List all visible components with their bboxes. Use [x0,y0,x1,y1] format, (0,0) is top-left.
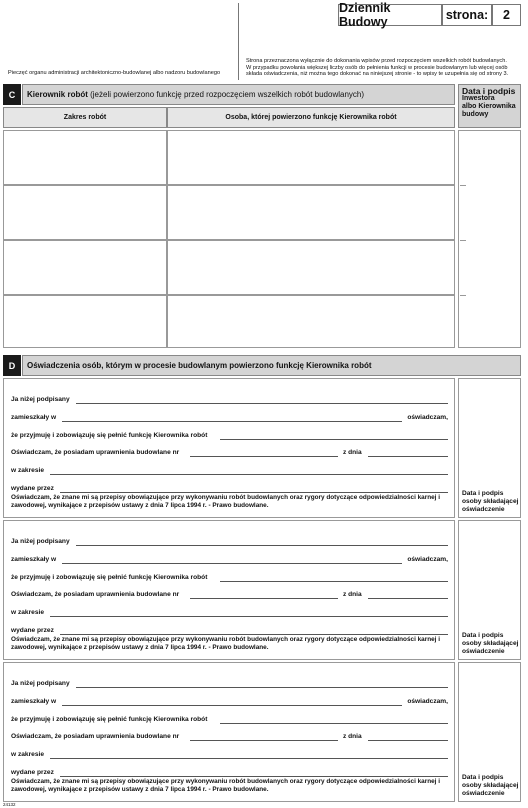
section-c-sign-header: Data i podpis Inwestora albo Kierownika budowy [458,84,521,128]
col-osoba: Osoba, której powierzono funkcję Kierownika robót [167,107,455,128]
decl-3-zamieszkaly-label: zamieszkały w [11,698,57,705]
decl-3-name-field[interactable] [76,687,448,688]
decl-1-wydane-field[interactable] [60,492,448,493]
decl-2-statement: Oświadczam, że znane mi są przepisy obowiązujące przy wykonywaniu robót budowlanych oraz rygory dotyczące odpowiedzialności karnej i zawodowej, wynikające z przepisów ustawy z dnia 7 lipca 1994 r. - Prawo budowlane. [11,636,440,651]
decl-1-date-field[interactable] [368,456,448,457]
signature-cell-3[interactable]: Data i podpis osoby składającej oświadczenie [458,662,521,802]
decl-3-wydane-field[interactable] [60,776,448,777]
decl-1-function-label: że przyjmuję i zobowiązuję się pełnić funkcję Kierownika robót [11,432,208,439]
decl-2-uprawnienia-field[interactable] [190,598,338,599]
c-row-4-osoba[interactable] [167,295,455,348]
decl-1-zakres-field[interactable] [50,474,448,475]
decl-3-uprawnienia-field[interactable] [190,740,338,741]
c-tick-2 [460,240,466,241]
form-code: 24132 [3,802,16,807]
decl-2-address-field[interactable] [62,563,402,564]
decl-1-podpisany-label: Ja niżej podpisany [11,396,70,403]
signature-cell-1[interactable]: Data i podpis osoby składającej oświadczenie [458,378,521,518]
c-row-3-zakres[interactable] [3,240,167,295]
declaration-1 [3,378,455,518]
decl-2-zakres-label: w zakresie [11,609,44,616]
decl-2-zakres-field[interactable] [50,616,448,617]
decl-1-zamieszkaly-label: zamieszkały w [11,414,57,421]
decl-3-podpisany-label: Ja niżej podpisany [11,680,70,687]
decl-2-uprawnienia-label: Oświadczam, że posiadam uprawnienia budowlane nr [11,591,180,598]
decl-2-wydane-field[interactable] [60,634,448,635]
section-c-title-rest: (jeżeli powierzono funkcję przed rozpoczęciem wszelkich robót budowlanych) [87,90,365,99]
decl-3-uprawnienia-label: Oświadczam, że posiadam uprawnienia budowlane nr [11,733,180,740]
section-c-title-bold: Kierownik robót [27,90,88,99]
header-note: Strona przeznaczona wyłącznie do dokonania wpisów przed rozpoczęciem wszelkich robót budowlanych. W przypadku powołania większej liczby osób do pełnienia funkcji w procesie budowlanym lub więcej osób składa oświadczenia, niż można tego dokonać na niniejszej stronie - to wpisy te uzupełnia się od strony 3. [246,58,509,78]
declaration-2 [3,520,455,660]
decl-2-function-label: że przyjmuję i zobowiązuję się pełnić funkcję Kierownika robót [11,574,208,581]
c-row-3-osoba[interactable] [167,240,455,295]
title-box [338,1,442,29]
decl-1-function-field[interactable] [220,439,448,440]
c-row-1-zakres[interactable] [3,130,167,185]
decl-3-wydane-label: wydane przez [11,769,54,776]
col-zakres-robot: Zakres robót [3,107,167,128]
decl-3-z-dnia-label: z dnia [343,733,362,740]
decl-3-date-field[interactable] [368,740,448,741]
decl-1-z-dnia-label: z dnia [343,449,362,456]
decl-2-function-field[interactable] [220,581,448,582]
section-d-title: Oświadczenia osób, którym w procesie budowlanym powierzono funkcję Kierownika robót [22,355,521,376]
decl-3-zakres-label: w zakresie [11,751,44,758]
decl-2-oswiadczam: oświadczam, [407,556,448,563]
c-sign-column[interactable] [458,130,521,348]
declaration-3 [3,662,455,802]
decl-3-oswiadczam: oświadczam, [407,698,448,705]
decl-1-address-field[interactable] [62,421,402,422]
journal-title: Dziennik Budowy [339,1,391,29]
stamp-box [3,3,239,80]
page-number-box [492,4,521,26]
signature-cell-2[interactable]: Data i podpis osoby składającej oświadczenie [458,520,521,660]
decl-2-podpisany-label: Ja niżej podpisany [11,538,70,545]
decl-1-statement: Oświadczam, że znane mi są przepisy obowiązujące przy wykonywaniu robót budowlanych oraz rygory dotyczące odpowiedzialności karnej i zawodowej, wynikające z przepisów ustawy z dnia 7 lipca 1994 r. - Prawo budowlane. [11,494,440,509]
decl-2-z-dnia-label: z dnia [343,591,362,598]
decl-1-oswiadczam: oświadczam, [407,414,448,421]
decl-3-address-field[interactable] [62,705,402,706]
section-c-title [22,84,455,105]
section-d-letter: D [3,355,21,376]
decl-2-wydane-label: wydane przez [11,627,54,634]
c-tick-3 [460,295,466,296]
c-row-2-zakres[interactable] [3,185,167,240]
page-label-box [442,4,492,26]
decl-1-zakres-label: w zakresie [11,467,44,474]
page-number: 2 [503,8,510,22]
c-tick-1 [460,185,466,186]
c-row-4-zakres[interactable] [3,295,167,348]
page-label: strona: [445,8,489,22]
stamp-label: Pieczęć organu administracji architektoniczno-budowlanej albo nadzoru budowlanego [8,70,221,76]
decl-3-function-label: że przyjmuję i zobowiązuję się pełnić funkcję Kierownika robót [11,716,208,723]
decl-3-statement: Oświadczam, że znane mi są przepisy obowiązujące przy wykonywaniu robót budowlanych oraz rygory dotyczące odpowiedzialności karnej i zawodowej, wynikające z przepisów ustawy z dnia 7 lipca 1994 r. - Prawo budowlane. [11,778,440,793]
c-row-1-osoba[interactable] [167,130,455,185]
decl-1-uprawnienia-label: Oświadczam, że posiadam uprawnienia budowlane nr [11,449,180,456]
decl-1-wydane-label: wydane przez [11,485,54,492]
decl-2-name-field[interactable] [76,545,448,546]
decl-2-date-field[interactable] [368,598,448,599]
decl-3-function-field[interactable] [220,723,448,724]
section-c-letter: C [3,84,21,105]
decl-1-uprawnienia-field[interactable] [190,456,338,457]
decl-1-name-field[interactable] [76,403,448,404]
decl-2-zamieszkaly-label: zamieszkały w [11,556,57,563]
c-row-2-osoba[interactable] [167,185,455,240]
decl-3-zakres-field[interactable] [50,758,448,759]
